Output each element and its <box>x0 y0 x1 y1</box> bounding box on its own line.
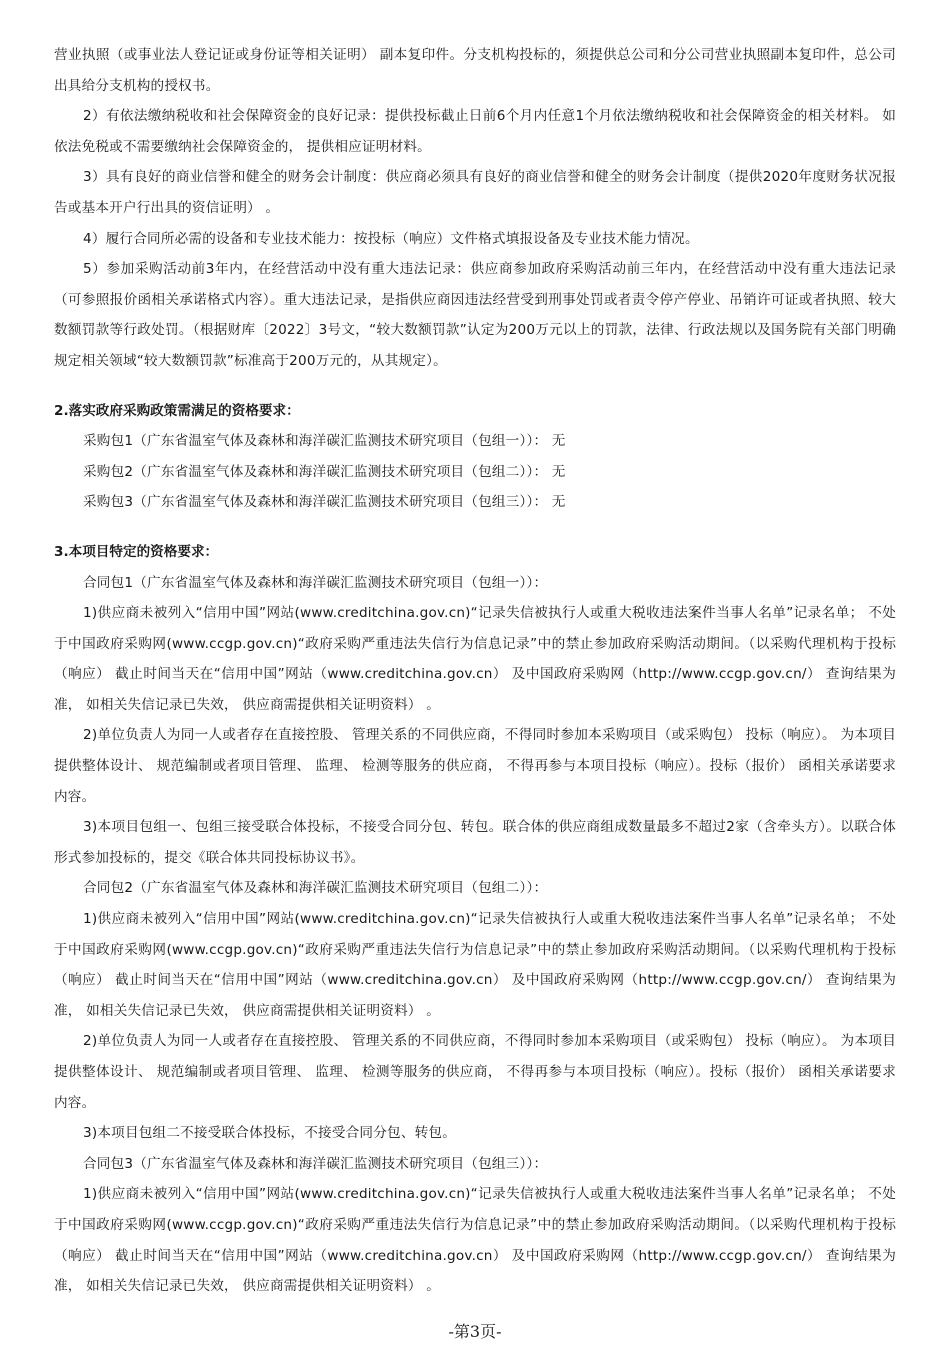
package3-item-credit: 1)供应商未被列入“信用中国”网站(www.creditchina.gov.cn)“记录失信被执行人或重大税收违法案件当事人名单”记录名单； 不处于中国政府采购网(www.ccgp.gov.cn)“政府采购严重违法失信行为信息记录”中的禁止参加政府采购活动期间。（以采购代理机构于投标（响应） 截止时间当天在“信用中国”网站（www.creditchina.gov.cn） 及中国政府采购网（http://www.ccgp.gov.cn/） 查询结果为准， 如相关失信记录已失效， 供应商需提供相关证明资料） 。 <box>54 1186 896 1295</box>
package2-item-control: 2)单位负责人为同一人或者存在直接控股、 管理关系的不同供应商，不得同时参加本采购项目（或采购包） 投标（响应）。 为本项目提供整体设计、 规范编制或者项目管理、 监理、 检测等服务的供应商， 不得再参与本项目投标（响应）。投标（报价） 函相关承诺要求内容。 <box>54 1033 896 1111</box>
package2-item-credit: 1)供应商未被列入“信用中国”网站(www.creditchina.gov.cn)“记录失信被执行人或重大税收违法案件当事人名单”记录名单； 不处于中国政府采购网(www.ccgp.gov.cn)“政府采购严重违法失信行为信息记录”中的禁止参加政府采购活动期间。（以采购代理机构于投标（响应） 截止时间当天在“信用中国”网站（www.creditchina.gov.cn） 及中国政府采购网（http://www.ccgp.gov.cn/） 查询结果为准， 如相关失信记录已失效， 供应商需提供相关证明资料） 。 <box>54 911 896 1019</box>
section-heading-specific: 3.本项目特定的资格要求： <box>54 543 219 560</box>
package2-item-consortium: 3)本项目包组二不接受联合体投标，不接受合同分包、转包。 <box>83 1125 456 1142</box>
package1-item-control: 2)单位负责人为同一人或者存在直接控股、 管理关系的不同供应商，不得同时参加本采购项目（或采购包） 投标（响应）。 为本项目提供整体设计、 规范编制或者项目管理、 监理、 检测等服务的供应商， 不得再参与本项目投标（响应）。投标（报价） 函相关承诺要求内容。 <box>54 727 896 805</box>
contract-package2-title: 合同包2（广东省温室气体及森林和海洋碳汇监测技术研究项目（包组二））： <box>83 880 548 897</box>
package1-item-consortium: 3)本项目包组一、包组三接受联合体投标，不接受合同分包、转包。联合体的供应商组成数量最多不超过2家（含牵头方）。以联合体形式参加投标的，提交《联合体共同投标协议书》。 <box>54 819 896 866</box>
contract-package1-title: 合同包1（广东省温室气体及森林和海洋碳汇监测技术研究项目（包组一））： <box>83 574 548 591</box>
document-page <box>54 40 896 1302</box>
paragraph-no-violation: 5）参加采购活动前3年内，在经营活动中没有重大违法记录：供应商参加政府采购活动前三年内，在经营活动中没有重大违法记录（可参照报价函相关承诺格式内容）。重大违法记录，是指供应商因违法经营受到刑事处罚或者责令停产停业、吊销许可证或者执照、较大数额罚款等行政处罚。（根据财库〔2022〕3号文，“较大数额罚款”认定为200万元以上的罚款，法律、行政法规以及国务院有关部门明确规定相关领域“较大数额罚款”标准高于200万元的，从其规定）。 <box>54 261 896 369</box>
paragraph-credit-finance: 3）具有良好的商业信誉和健全的财务会计制度：供应商必须具有良好的商业信誉和健全的财务会计制度（提供2020年度财务状况报告或基本开户行出具的资信证明） 。 <box>54 169 896 216</box>
paragraph-tax-record: 2）有依法缴纳税收和社会保障资金的良好记录：提供投标截止日前6个月内任意1个月依法缴纳税收和社会保障资金的相关材料。 如依法免税或不需要缴纳社会保障资金的， 提供相应证明材料。 <box>54 108 896 155</box>
section-heading-policy: 2.落实政府采购政策需满足的资格要求： <box>54 402 300 419</box>
contract-package3-title: 合同包3（广东省温室气体及森林和海洋碳汇监测技术研究项目（包组三））： <box>83 1155 548 1172</box>
policy-item-package2: 采购包2（广东省温室气体及森林和海洋碳汇监测技术研究项目（包组二））： 无 <box>83 463 566 480</box>
page-number: -第3页- <box>448 1322 502 1341</box>
paragraph-business-license: 营业执照（或事业法人登记证或身份证等相关证明） 副本复印件。分支机构投标的，须提供总公司和分公司营业执照副本复印件，总公司出具给分支机构的授权书。 <box>54 47 896 94</box>
policy-item-package3: 采购包3（广东省温室气体及森林和海洋碳汇监测技术研究项目（包组三））： 无 <box>83 494 566 511</box>
package1-item-credit: 1)供应商未被列入“信用中国”网站(www.creditchina.gov.cn)“记录失信被执行人或重大税收违法案件当事人名单”记录名单； 不处于中国政府采购网(www.ccgp.gov.cn)“政府采购严重违法失信行为信息记录”中的禁止参加政府采购活动期间。（以采购代理机构于投标（响应） 截止时间当天在“信用中国”网站（www.creditchina.gov.cn） 及中国政府采购网（http://www.ccgp.gov.cn/） 查询结果为准， 如相关失信记录已失效， 供应商需提供相关证明资料） 。 <box>54 605 896 713</box>
paragraph-equipment-capability: 4）履行合同所必需的设备和专业技术能力：按投标（响应）文件格式填报设备及专业技术能力情况。 <box>83 230 699 247</box>
policy-item-package1: 采购包1（广东省温室气体及森林和海洋碳汇监测技术研究项目（包组一））： 无 <box>83 433 566 450</box>
